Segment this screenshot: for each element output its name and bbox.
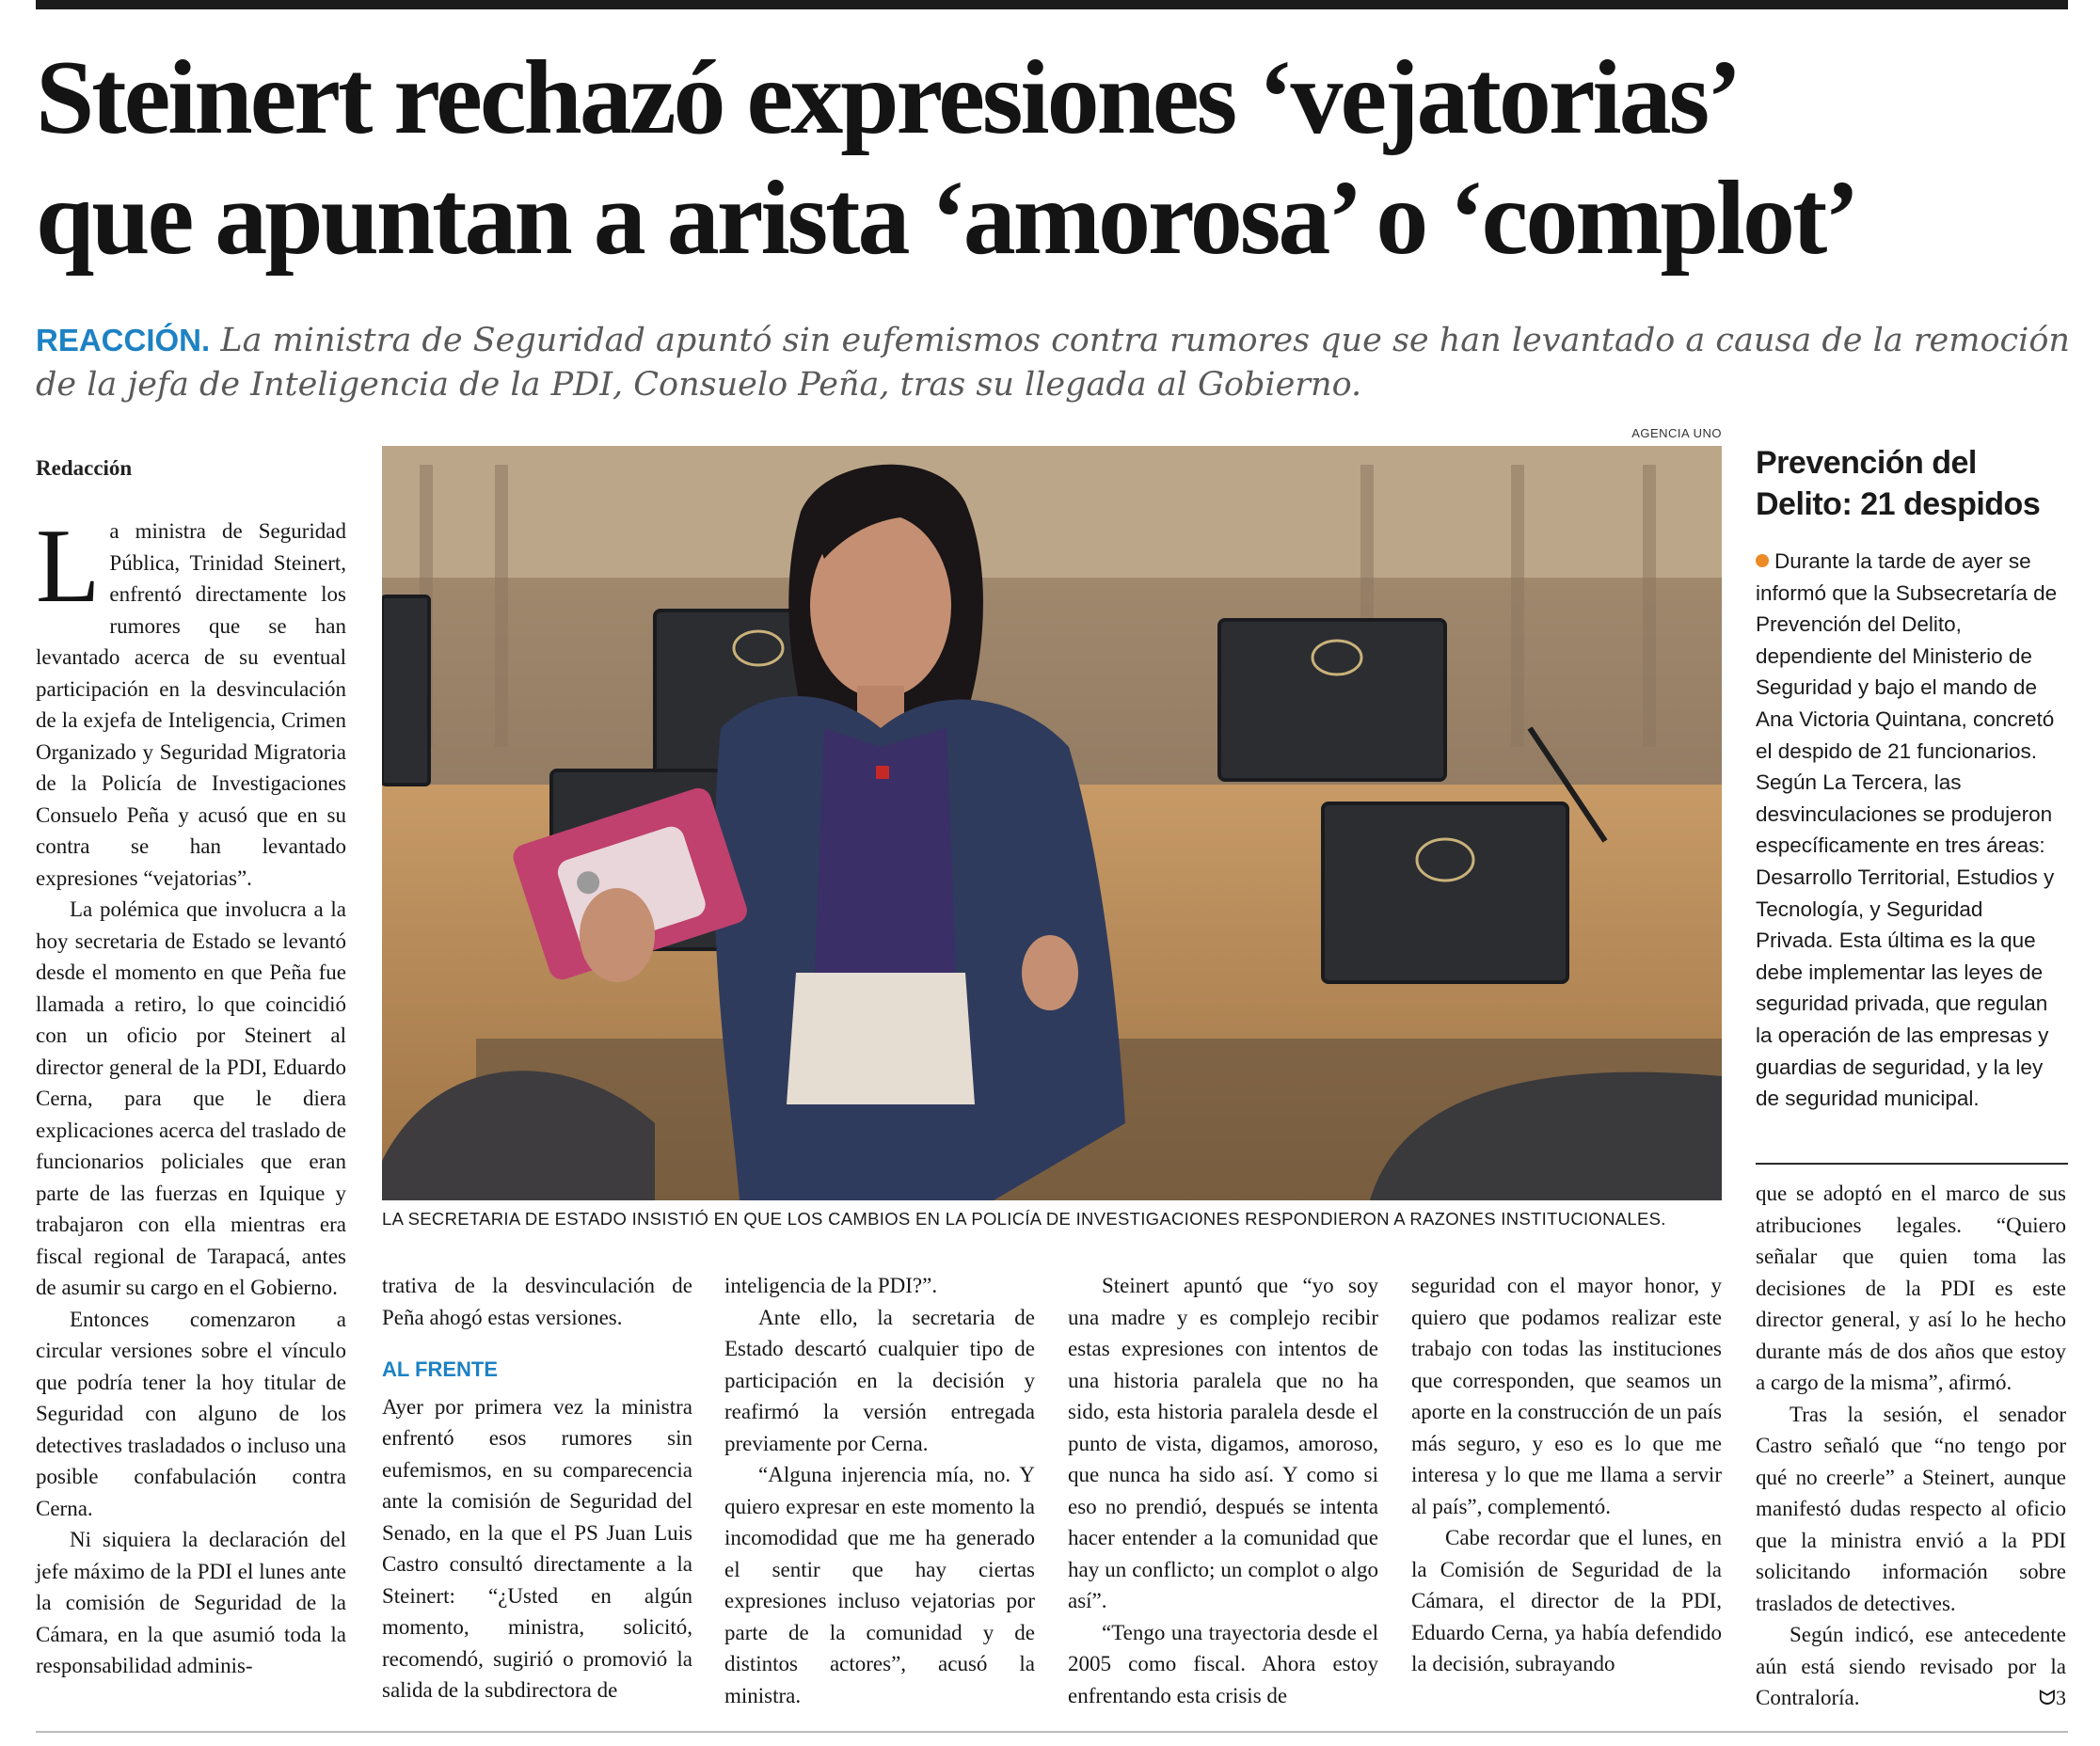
headline-line-2: que apuntan a arista ‘amorosa’ o ‘complot’ [36, 160, 1857, 277]
paragraph [1756, 1619, 2066, 1714]
paragraph: Steinert apuntó que “yo soy una madre y es complejo recibir estas expresiones con intentos de una historia paralela que no ha sido, esta historia paralela desde el punto de vista, digamos, amoroso, que nunca ha sido así. Y como si eso no prendió, después se intenta hacer entender a la comunidad que hay un conflicto; un complot o algo así”. [1068, 1274, 1378, 1612]
photo-illustration [382, 446, 1722, 1200]
paragraph: inteligencia de la PDI?”. [724, 1274, 938, 1297]
paragraph: “Alguna injerencia mía, no. Y quiero expresar en este momento la incomodidad que me ha generado el sentir que hay ciertas expresiones incluso vejatorias por parte de la comunidad y de distintos actores”, acusó la ministra. [724, 1463, 1035, 1707]
bottom-rule [36, 1731, 2068, 1733]
paragraph-text: a ministra de Seguridad Pública, Trinidad Steinert, enfrentó directamente los rumores que se han levantado acerca de su eventual participación en la desvinculación de la exjefa de Inteligencia, Crimen Organizado y Seguridad Migratoria de la Policía de Investigaciones Consuelo Peña y acusó que en su contra se han levantado expresiones “vejatorias”. [36, 519, 346, 890]
sidebar-text: Durante la tarde de ayer se informó que la Subsecretaría de Prevención del Delito, dependiente del Ministerio de Seguridad y bajo el mando de Ana Victoria Quintana, concretó el despido de 21 funcionarios. Según La Tercera, las desvinculaciones se produjeron específicamente en tres áreas: Desarrollo Territorial, Estudios y Tecnología, y Seguridad Privada. Esta última es la que debe implementar las leyes de seguridad privada, que regulan la operación de las empresas y guardias de seguridad, y la ley de seguridad municipal. [1756, 549, 2058, 1111]
article-photo [382, 446, 1722, 1200]
paragraph: La polémica que involucra a la hoy secretaria de Estado se levantó desde el momento en que Peña fue llamada a retiro, lo que coincidió con un oficio por Steinert al director general de la PDI, Eduardo Cerna, para que le diera explicaciones acerca del traslado de funcionarios policiales que eran parte de las fuerzas en Iquique y trabajaron con ella mientras era fiscal regional de Tarapacá, antes de asumir su cargo en el Gobierno. [36, 897, 346, 1299]
end-mark-icon: ᗢ3 [2038, 1686, 2066, 1709]
headline [36, 38, 2077, 278]
subhead: AL FRENTE [382, 1357, 499, 1381]
article-column-6 [1756, 1178, 2066, 1714]
article-column-1 [36, 508, 346, 1682]
paragraph: Ayer por primera vez la ministra enfrentó esos rumores sin eufemismos, en su comparecencia ante la comisión de Seguridad del Senado, en la que el PS Juan Luis Castro consultó directamente a la Steinert: “¿Usted en algún momento, ministra, solicitó, recomendó, sugirió o promovió la salida de la subdirectora de [382, 1394, 692, 1702]
paragraph-text: Según indicó, ese antecedente aún está siendo revisado por la Contraloría. [1756, 1623, 2066, 1709]
article-column-3 [724, 1270, 1035, 1711]
deck-text: La ministra de Seguridad apuntó sin eufemismos contra rumores que se han levantado a causa de la remoción de la jefa de Inteligencia de la PDI, Consuelo Peña, tras su llegada al Gobierno. [36, 322, 2070, 404]
paragraph: Ante ello, la secretaria de Estado descartó cualquier tipo de participación en la decisión y reafirmó la versión entregada previamente por Cerna. [724, 1305, 1035, 1455]
paragraph: seguridad con el mayor honor, y quiero que podamos realizar este trabajo con todas las instituciones que corresponden, que seamos un aporte en la construcción de un país más seguro, y eso es lo que me interesa y lo que me llama a servir al país”, complementó. [1411, 1274, 1722, 1518]
byline: Redacción [36, 456, 133, 480]
article-column-2 [382, 1270, 692, 1706]
sidebar-divider [1756, 1163, 2068, 1165]
headline-line-1: Steinert rechazó expresiones ‘vejatorias’ [36, 40, 1740, 156]
paragraph [36, 508, 346, 894]
sidebar-body [1756, 546, 2066, 1115]
paragraph: Ni siquiera la declaración del jefe máximo de la PDI el lunes ante la comisión de Seguridad de la Cámara, en la que asumió toda la responsabilidad adminis- [36, 1528, 346, 1677]
paragraph: que se adoptó en el marco de sus atribuciones legales. “Quiero señalar que quien toma las decisiones de la PDI es este director general, y así lo he hecho durante más de dos años que estoy a cargo de la misma”, afirmó. [1756, 1182, 2066, 1394]
paragraph: Cabe recordar que el lunes, en la Comisión de Seguridad de la Cámara, el director de la PDI, Eduardo Cerna, ya había defendido la decisión, subrayando [1411, 1526, 1722, 1675]
paragraph: trativa de la desvinculación de Peña ahogó estas versiones. [382, 1274, 692, 1329]
drop-cap: L [36, 508, 101, 625]
photo-credit: AGENCIA UNO [1631, 426, 1722, 440]
deck [36, 318, 2077, 407]
photo-caption: LA SECRETARIA DE ESTADO INSISTIÓ EN QUE LOS CAMBIOS EN LA POLICÍA DE INVESTIGACIONES RESPONDIERON A RAZONES INSTITUCIONALES. [382, 1209, 1666, 1229]
deck-kicker: REACCIÓN. [36, 323, 211, 357]
paragraph: Tras la sesión, el senador Castro señaló que “no tengo por qué no creerle” a Steinert, aunque manifestó dudas respecto al oficio que la ministra envió a la PDI solicitando información sobre traslados de detectives. [1756, 1402, 2066, 1615]
sidebar-title: Prevención del Delito: 21 despidos [1756, 445, 2041, 522]
paragraph: “Tengo una trayectoria desde el 2005 como fiscal. Ahora estoy enfrentando esta crisis de [1068, 1620, 1378, 1707]
top-rule [36, 0, 2068, 9]
article-column-4 [1068, 1270, 1378, 1711]
orange-bullet-icon [1756, 554, 1769, 567]
paragraph: Entonces comenzaron a circular versiones sobre el vínculo que podría tener la hoy titular de Seguridad con alguno de los detectives trasladados o incluso una posible confabulación contra Cerna. [36, 1307, 346, 1520]
article-column-5 [1411, 1270, 1722, 1680]
